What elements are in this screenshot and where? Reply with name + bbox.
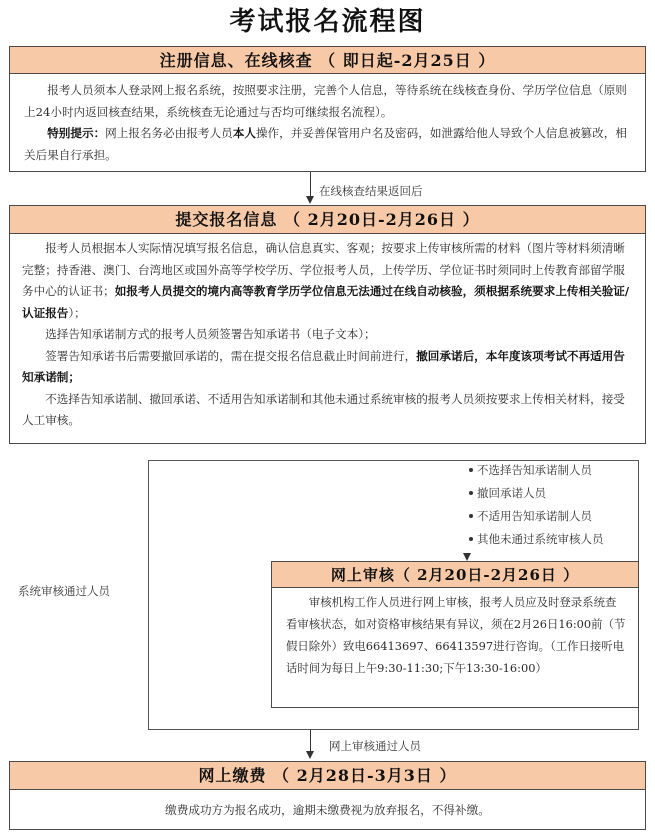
step2-para2: 选择告知承诺制方式的报考人员须签署告知承诺书（电子文本）； bbox=[45, 327, 376, 341]
review-body bbox=[271, 588, 639, 708]
review-header: 网上审核（ 2月20日-2月26日 ） bbox=[271, 561, 639, 588]
self-operate-bold: 本人 bbox=[232, 126, 256, 140]
arrow2-line bbox=[310, 730, 311, 753]
bullet-dot-icon bbox=[469, 491, 473, 495]
special-tip-label: 特别提示： bbox=[47, 126, 106, 140]
bullet-dot-icon bbox=[469, 537, 473, 541]
step1-body bbox=[9, 74, 646, 172]
step2-para4: 不选择告知承诺制、撤回承诺、不适用告知承诺制和其他未通过系统审核的报考人员须按要求上传相关材料，接受人工审核。 bbox=[22, 391, 625, 427]
bullet-text: 不选择告知承诺制人员 bbox=[477, 463, 592, 477]
step3-header: 网上缴费 （ 2月28日-3月3日 ） bbox=[9, 761, 646, 790]
review-para: 审核机构工作人员进行网上审核，报考人员应及时登录系统查看审核状态，如对资格审核结果有异议，须在2月26日16:00前（节假日除外）致电66413697、66413597进行咨询。（工作日接听电话时间为每日上午9:30-11:30;下午13:30-16:00） bbox=[286, 595, 626, 675]
step2-para1-text: 报考人员根据本人实际情况填写报名信息，确认信息真实、客观；按要求上传审核所需的材料（图片等材料须清晰完整；持香港、澳门、台湾地区或国外高等学校学历、学位报考人员，上传学历、学位证书时须同时上传教育部留学服务中心的认证书； bbox=[22, 241, 625, 298]
step2-para3-text: 签署告知承诺书后需要撤回承诺的，需在提交报名信息截止时间前进行， bbox=[45, 348, 417, 363]
page-title: 考试报名流程图 bbox=[229, 7, 426, 37]
arrow1-line bbox=[310, 172, 311, 198]
step2-para3-bold: 撤回承诺后，本年度该项考试不再适用告知承诺制； bbox=[22, 348, 625, 384]
arrow2-head bbox=[306, 751, 314, 759]
bullet-item bbox=[469, 505, 604, 528]
step2-para1-bold: 如报考人员提交的境内高等教育学历学位信息无法通过在线自动核验，须根据系统要求上传相关验证/认证报告 bbox=[22, 284, 630, 320]
step1-para2-text1: 网上报名务必由报考人员 bbox=[105, 126, 233, 140]
review-arrow-head bbox=[463, 553, 471, 561]
step1-para2 bbox=[24, 123, 631, 166]
bullet-dot-icon bbox=[469, 468, 473, 472]
bullet-item bbox=[469, 459, 604, 482]
step2-body bbox=[9, 234, 646, 444]
bullet-item bbox=[469, 482, 604, 505]
arrow2-label: 网上审核通过人员 bbox=[329, 739, 421, 753]
arrow1-label: 在线核查结果返回后 bbox=[319, 184, 423, 198]
bullet-text: 其他未通过系统审核人员 bbox=[477, 532, 604, 546]
step2-para1-end: ）； bbox=[68, 305, 86, 320]
bullet-dot-icon bbox=[469, 514, 473, 518]
manual-review-group-list bbox=[469, 459, 604, 551]
step1-para2-text2: 操作，并妥善保管用户名及密码，如泄露给他人导致个人信息被篡改，相关后果自行承担。 bbox=[24, 126, 627, 162]
step2-header: 提交报名信息 （ 2月20日-2月26日 ） bbox=[9, 205, 646, 234]
bullet-item bbox=[469, 528, 604, 551]
step2-para3 bbox=[22, 346, 633, 389]
system-pass-label: 系统审核通过人员 bbox=[18, 584, 110, 598]
bullet-text: 撤回承诺人员 bbox=[477, 486, 546, 500]
step3-body: 缴费成功方为报名成功，逾期未缴费视为放弃报名，不得补缴。 bbox=[9, 790, 646, 830]
step1-para1: 报考人员须本人登录网上报名系统，按照要求注册，完善个人信息，等待系统在线核查身份、学历学位信息（原则上24小时内返回核查结果，系统核查无论通过与否均可继续报名流程）。 bbox=[24, 83, 627, 119]
arrow1-head bbox=[306, 196, 314, 204]
bullet-text: 不适用告知承诺制人员 bbox=[477, 509, 592, 523]
step2-para1 bbox=[22, 238, 633, 324]
step1-header: 注册信息、在线核查 （ 即日起-2月25日 ） bbox=[9, 46, 646, 74]
